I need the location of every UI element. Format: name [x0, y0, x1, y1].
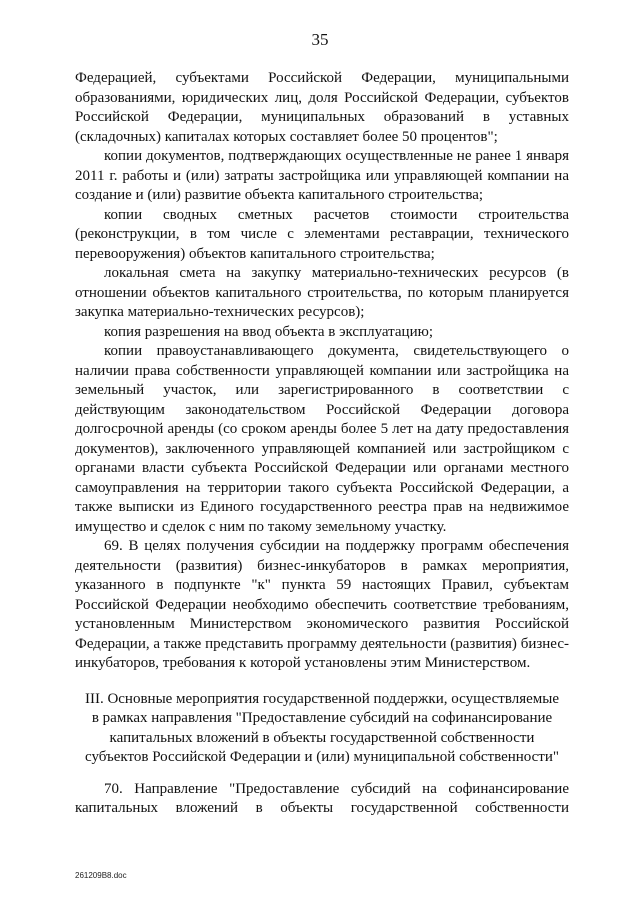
footer-filename: 261209B8.doc — [75, 871, 127, 880]
document-body — [75, 69, 569, 819]
section-heading — [75, 690, 569, 768]
page-number: 35 — [311, 30, 329, 49]
section-heading-line: капитальных вложений в объекты государственной собственности — [109, 729, 535, 746]
section-heading-line: в рамках направления "Предоставление субсидий на софинансирование — [91, 710, 553, 726]
paragraph-estimates: копии сводных сметных расчетов стоимости строительства (реконструкции, в том числе с элементами реставрации, технического перевооружения) объектов капитального строительства; — [75, 206, 569, 262]
spacer — [75, 674, 569, 690]
paragraph-continuation: Федерацией, субъектами Российской Федерации, муниципальными образованиями, юридических лиц, доля Российской Федерации, субъектов Российской Федерации, муниципальных образований в уставных (складочных) капиталах которых составляет более 50 процентов"; — [75, 70, 569, 145]
paragraph-permit: копия разрешения на ввод объекта в эксплуатацию; — [104, 323, 433, 340]
spacer — [75, 768, 569, 780]
paragraph-local-estimate: локальная смета на закупку материально-технических ресурсов (в отношении объектов капитального строительства, по которым планируется закупка материально-технических ресурсов); — [75, 265, 569, 320]
section-heading-line: III. Основные мероприятия государственной поддержки, осуществляемые — [84, 690, 560, 707]
section-heading-line: субъектов Российской Федерации и (или) муниципальной собственности" — [84, 749, 560, 765]
paragraph-69: 69. В целях получения субсидии на поддержку программ обеспечения деятельности (развития) бизнес-инкубаторов в рамках мероприятия, указанного в подпункте "к" пункта 59 настоящих Правил, субъектам Российской Федерации необходимо обеспечить соответствие требованиям, установленным Министерством экономического развития Российской Федерации, а также представить программу деятельности (развития) бизнес-инкубаторов, требования к которой установлены этим Министерством. — [75, 538, 569, 671]
paragraph-copies-documents: копии документов, подтверждающих осуществленные не ранее 1 января 2011 г. работы и (или) затраты застройщика или управляющей компании на создание и (или) развитие объекта капитального строительства; — [75, 148, 569, 203]
paragraph-title-documents: копии правоустанавливающего документа, свидетельствующего о наличии права собственности управляющей компании или застройщика на земельный участок, или зарегистрированного в соответствии с действующим законодательством Российской Федерации договора долгосрочной аренды (со сроком аренды более 5 лет на дату предоставления документов), заключенного управляющей компанией или застройщиком с органами власти субъекта Российской Федерации или органами местного самоуправления на территории такого субъекта Российской Федерации, а также выписки из Единого государственного реестра прав на недвижимое имущество и сделок с ним по такому земельному участку. — [75, 343, 569, 535]
paragraph-70: 70. Направление "Предоставление субсидий на софинансирование капитальных вложений в объекты государственной собственности — [75, 780, 569, 816]
